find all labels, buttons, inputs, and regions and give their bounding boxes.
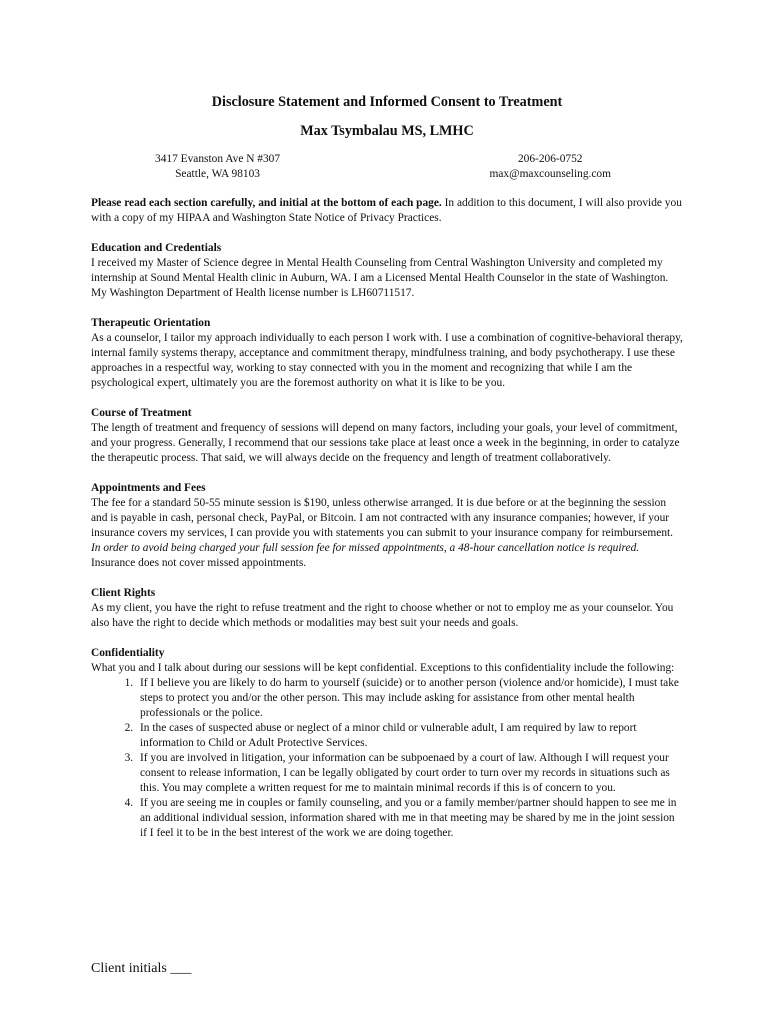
section-body: I received my Master of Science degree in Mental Health Counseling from Central Washington University and completed my internship at Sound Mental Health clinic in Auburn, WA. I am a Licensed Mental Health Counselor in the state of Washington. My Washington Department of Health license number is LH60711517.	[91, 257, 669, 299]
phone-email-block	[489, 152, 611, 182]
section-title: Client Rights	[91, 587, 156, 599]
section-confidentiality	[91, 646, 683, 841]
section-title: Education and Credentials	[91, 242, 222, 254]
section-appointments-fees	[91, 481, 683, 571]
intro-bold-instruction: Please read each section carefully, and initial at the bottom of each page.	[91, 197, 442, 209]
address-block	[155, 152, 280, 182]
section-body: As my client, you have the right to refuse treatment and the right to choose whether or not to employ me as your counselor. You also have the right to decide which methods or modalities may best suit your needs and goals.	[91, 602, 674, 629]
phone-number: 206-206-0752	[517, 153, 583, 165]
address-line-1: 3417 Evanston Ave N #307	[155, 153, 281, 165]
intro-text: In addition to this document, I will also provide you with a copy of my HIPAA and Washington State Notice of Privacy Practices.	[91, 197, 682, 224]
section-body: The length of treatment and frequency of sessions will depend on many factors, including your goals, your level of commitment, and your progress. Generally, I recommend that our sessions take place at least once a week in the beginning, in order to catalyze the therapeutic process. That said, we will always decide on the frequency and length of treatment collaboratively.	[91, 422, 680, 464]
section-body: As a counselor, I tailor my approach individually to each person I work with. I use a combination of cognitive-behavioral therapy, internal family systems therapy, acceptance and commitment therapy, mindfulness training, and body psychotherapy. I use these approaches in a respectful way, working to stay connected with you in the moment and recognizing that while I am the psychological expert, ultimately you are the foremost authority on what it is like to be you.	[91, 332, 683, 389]
list-item: 2. In the cases of suspected abuse or neglect of a minor child or vulnerable adult, I am required by law to report information to Child or Adult Protective Services.	[136, 721, 683, 751]
section-title: Appointments and Fees	[91, 482, 206, 494]
counselor-name: Max Tsymbalau MS, LMHC	[300, 123, 474, 139]
section-title: Course of Treatment	[91, 407, 192, 419]
contact-block	[91, 152, 683, 182]
document-body	[91, 93, 683, 856]
confidentiality-exceptions-list	[91, 676, 683, 841]
address-line-2: Seattle, WA 98103	[175, 168, 260, 180]
document-title: Disclosure Statement and Informed Consent to Treatment	[211, 94, 563, 110]
section-course-of-treatment	[91, 406, 683, 466]
fees-text-end: Insurance does not cover missed appointments.	[91, 557, 307, 569]
section-client-rights	[91, 586, 683, 631]
section-body: What you and I talk about during our sessions will be kept confidential. Exceptions to this confidentiality include the following:	[91, 662, 675, 674]
fees-text: The fee for a standard 50-55 minute session is $190, unless otherwise arranged. It is due before or at the beginning the session and is payable in cash, personal check, PayPal, or Bitcoin. I am not contracted with any insurance companies; however, if your insurance covers my services, I can provide you with statements you can submit to your insurance company for reimbursement.	[91, 497, 674, 539]
section-education	[91, 241, 683, 301]
email-address: max@maxcounseling.com	[489, 168, 611, 180]
section-title: Therapeutic Orientation	[91, 317, 211, 329]
client-initials-line: Client initials ___	[91, 961, 192, 976]
list-item: 4. If you are seeing me in couples or family counseling, and you or a family member/partner should happen to see me in an additional individual session, information shared with me in that meeting may be shared by me in the joint session if I feel it to be in the best interest of the work we are doing together.	[136, 796, 683, 841]
section-orientation	[91, 316, 683, 391]
list-item: 3. If you are involved in litigation, your information can be subpoenaed by a court of law. Although I will request your consent to release information, I can be legally obligated by court order to turn over my records in situations such as this. You may complete a written request for me to maintain minimal records if this is of concern to you.	[136, 751, 683, 796]
cancellation-notice: In order to avoid being charged your full session fee for missed appointments, a 48-hour cancellation notice is required.	[91, 542, 640, 554]
intro-paragraph	[91, 196, 683, 226]
section-body	[91, 496, 683, 571]
section-title: Confidentiality	[91, 647, 165, 659]
list-item: 1. If I believe you are likely to do harm to yourself (suicide) or to another person (violence and/or homicide), I must take steps to protect you and/or the other person. This may include asking for assistance from other mental health professionals or the police.	[136, 676, 683, 721]
